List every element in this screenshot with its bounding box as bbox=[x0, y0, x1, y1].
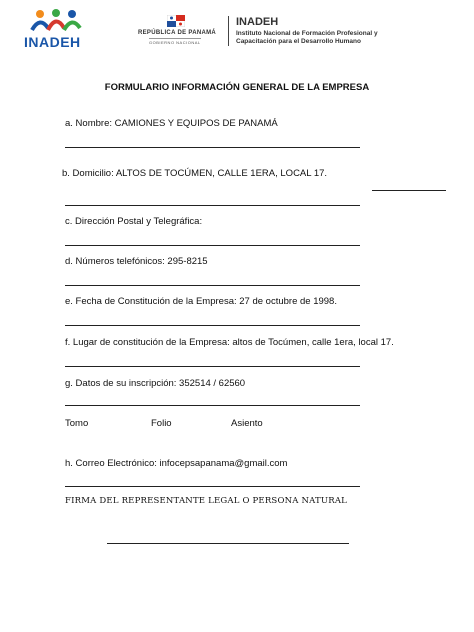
field-line bbox=[65, 205, 360, 206]
field-asiento: Asiento bbox=[231, 418, 263, 429]
field-line bbox=[65, 366, 360, 367]
field-fecha-constitucion: e. Fecha de Constitución de la Empresa: 27 de octubre de 1998. bbox=[65, 296, 337, 307]
field-inscripcion: g. Datos de su inscripción: 352514 / 62560 bbox=[65, 378, 246, 389]
field-telefonos: d. Números telefónicos: 295-8215 bbox=[65, 256, 208, 267]
field-nombre: a. Nombre: CAMIONES Y EQUIPOS DE PANAMÁ bbox=[65, 118, 278, 129]
inadeh-subtitle-line2: Capacitación para el Desarrollo Humano bbox=[236, 38, 361, 45]
inadeh-subtitle bbox=[236, 30, 378, 46]
gobierno-label: GOBIERNO NACIONAL bbox=[149, 40, 201, 45]
signature-line bbox=[107, 543, 349, 544]
field-line bbox=[65, 486, 360, 487]
field-tomo: Tomo bbox=[65, 418, 89, 429]
republica-label: REPÚBLICA DE PANAMÁ bbox=[138, 30, 217, 36]
field-line bbox=[372, 190, 446, 191]
field-line bbox=[65, 147, 360, 148]
field-line bbox=[65, 325, 360, 326]
signature-label: FIRMA DEL REPRESENTANTE LEGAL O PERSONA NATURAL bbox=[65, 496, 348, 506]
field-folio: Folio bbox=[151, 418, 172, 429]
field-correo: h. Correo Electrónico: infocepsapanama@gmail.com bbox=[65, 458, 288, 469]
field-line bbox=[65, 285, 360, 286]
field-domicilio: b. Domicilio: ALTOS DE TOCÚMEN, CALLE 1ERA, LOCAL 17. bbox=[62, 168, 328, 179]
field-line bbox=[65, 405, 360, 406]
inadeh-title: INADEH bbox=[236, 16, 279, 28]
field-direccion: c. Dirección Postal y Telegráfica: bbox=[65, 216, 203, 227]
inadeh-logo-text: INADEH bbox=[24, 34, 81, 50]
field-lugar-constitucion: f. Lugar de constitución de la Empresa: altos de Tocúmen, calle 1era, local 17. bbox=[65, 337, 394, 348]
inadeh-subtitle-line1: Instituto Nacional de Formación Profesional y bbox=[236, 30, 378, 37]
field-line bbox=[65, 245, 360, 246]
panama-flag-icon bbox=[167, 15, 185, 27]
form-title: FORMULARIO INFORMACIÓN GENERAL DE LA EMPRESA bbox=[104, 82, 370, 93]
header-divider bbox=[228, 16, 229, 46]
